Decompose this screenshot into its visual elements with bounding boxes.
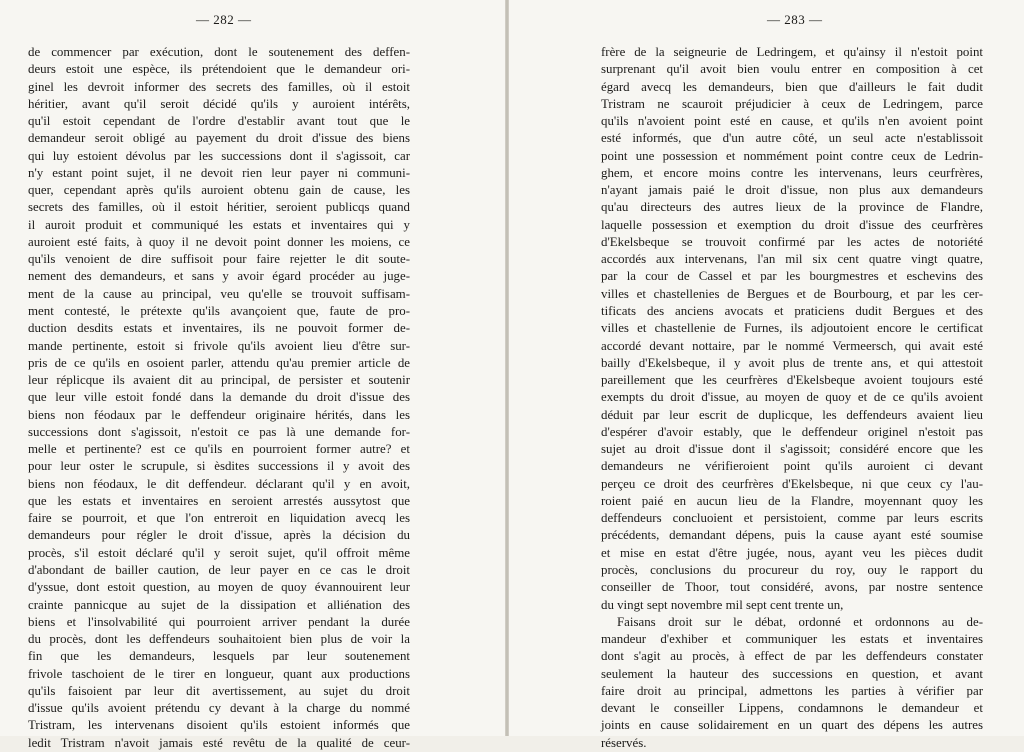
- text-line: Faisans droit sur le débat, ordonné et ordonnons au de-: [617, 614, 983, 629]
- text-line: surprenant qu'il avoit bien voulu entrer en composition à cet: [601, 62, 983, 77]
- text-line: conseiller de Thoor, tout considéré, avons, par nostre sentence: [601, 580, 983, 595]
- text-line: exempts du droit d'issue, au moyen de quoy et de ce qu'ils avoient: [601, 390, 983, 405]
- text-line: qu'au directeurs des autres lieux de la province de Flandre,: [601, 200, 983, 215]
- left-page-number: — 282 —: [196, 12, 252, 27]
- text-line: de commencer par exécution, dont le soutenement des deffen-: [28, 45, 410, 59]
- text-line: Tristram ne scauroit préjudicier à ceux de Ledringem, parce: [601, 96, 983, 111]
- text-line: du procès, dont les deffendeurs souhaitoient bien plus de voir la: [28, 632, 410, 647]
- text-line: accordés aux intervenans, l'an mil six cent quatre vingt quatre,: [601, 252, 983, 267]
- text-line: crainte pannicque au sujet de la dissipation et alliénation des: [28, 597, 410, 612]
- text-line: d'espérer d'avoir estably, que le deffendeur originel n'estoit pas: [601, 424, 983, 439]
- text-line: d'yssue, dont estoit question, au moyen de quoy évannouirent leur: [28, 580, 410, 595]
- text-line: mande pertinente, estoit si frivole qu'ils avoient lieu d'être sur-: [28, 338, 410, 353]
- text-line: secrets des familles, où il estoit héritier, seroient publicqs quand: [28, 200, 410, 215]
- text-line: qu'ils n'avoient point esté en cause, et qu'ils n'en avoient point: [601, 114, 983, 129]
- text-line: et mise en estat d'être jugée, nous, ayant veu les pièces dudit: [601, 545, 983, 560]
- text-line: il auroit produit et communiqué les estats et inventaires qui y: [28, 217, 410, 232]
- text-line: dont s'agit au procès, à effect de par les deffendeurs constater: [601, 649, 983, 664]
- text-line: que les estats et inventaires en seroient arrestés aussytost que: [28, 493, 410, 508]
- text-line: villes et chastellenies de Bergues et de Bourbourg, et par les cer-: [601, 286, 983, 301]
- text-line: leur réplicque ils avaient dit au principal, de persister et soutenir: [28, 373, 410, 388]
- right-page: [509, 0, 1024, 750]
- text-line: n'ayant jamais paié le droit d'issue, non plus aux demandeurs: [601, 183, 983, 198]
- text-line: nement des demandeurs, et sans y avoir égard procéder au juge-: [28, 269, 410, 284]
- left-page: [0, 0, 505, 750]
- text-line: faire se pourroit, et que l'on entreroit en liquidation avecq les: [28, 511, 410, 526]
- text-line: que leur ville estoit fondé dans la demande du droit d'issue des: [28, 390, 410, 405]
- text-line: villes et chastellenie de Furnes, ils adjoutoient encore le certificat: [601, 321, 983, 336]
- text-line: biens non féodaux par le deffendeur originaire hérités, dans les: [28, 407, 410, 422]
- text-line: deffendeurs concluoient et persistoient, comme par leurs escrits: [601, 511, 983, 526]
- text-line: roient paié en aucun lieu de la Flandre, moyennant quoy les: [601, 493, 983, 508]
- text-line: pareillement que les ceurfrères d'Ekelsbeque avoient toujours esté: [601, 373, 983, 388]
- text-line: demandeur seroit obligé au payement du droit d'issue des biens: [28, 131, 410, 146]
- text-line: demandeurs pour régler le droit d'issue, après la décision du: [28, 528, 410, 543]
- text-line: point une possession et nommément point contre ceux de Ledrin-: [601, 148, 983, 163]
- text-line: pour leur oster le scrupule, si èsdites successions il y avoit des: [28, 459, 410, 474]
- text-line: biens non féodaux, le dit deffendeur. déclarant qu'il y en avoit,: [28, 476, 410, 491]
- text-line: auroient esté faits, à quoy il ne devoit point donner les moiens, ce: [28, 234, 410, 249]
- text-line: ledit Tristram n'avoit jamais esté revêtu de la qualité de ceur-: [28, 735, 410, 750]
- text-line: réservés.: [601, 735, 647, 750]
- text-line: quer, cependant après qu'ils auroient obtenu gain de cause, les: [28, 183, 410, 198]
- text-line: d'Ekelsbeque se trouvoit confirmé par les actes de notoriété: [601, 234, 983, 249]
- text-line: tificats des anciens avocats et praticiens dudit Bergues et des: [601, 303, 983, 318]
- right-page-number: — 283 —: [767, 12, 823, 27]
- text-line: qu'il estoit cependant de l'ordre d'establir avant tout que le: [28, 114, 410, 129]
- text-line: mandeur d'exhiber et communiquer les estats et inventaires: [601, 632, 983, 647]
- text-line: frivole taschoient de le tirer en longueur, quant aux productions: [28, 666, 410, 681]
- text-line: bailly d'Ekelsbeque, il y avoit plus de trente ans, et qui attestoit: [601, 355, 983, 370]
- text-line: ment de la cause au principal, veu qu'elle se trouvoit suffisam-: [28, 286, 410, 301]
- text-line: esté informés, que d'un autre côté, un seul acte n'establissoit: [601, 131, 983, 146]
- text-line: faire droit au principal, admettons les parties à vérifier par: [601, 683, 983, 698]
- text-line: successions dont s'agissoit, n'estoit ce pas là une demande for-: [28, 424, 410, 439]
- left-page-text: [28, 44, 410, 752]
- text-line: du vingt sept novembre mil sept cent trente un,: [601, 597, 844, 612]
- text-line: duction desdits estats et inventaires, ils ne pouvoit former de-: [28, 321, 410, 336]
- text-line: d'issue qu'ils avoient prétendu cy devant à la charge du nommé: [28, 701, 410, 716]
- text-line: Tristram, les intervenans disoient qu'ils estoient informés que: [28, 718, 410, 733]
- text-line: frère de la seigneurie de Ledringem, et qu'ainsy il n'estoit point: [601, 45, 983, 59]
- text-line: joints en cause solidairement en un quart des dépens les autres: [601, 718, 983, 733]
- text-line: devant le conseiller Lippens, condamnons le demandeur et: [601, 701, 983, 716]
- right-page-text: [601, 44, 983, 752]
- text-line: fin que les demandeurs, lesquels par leur soutenement: [28, 649, 410, 664]
- text-line: accordé devant nottaire, par le nommé Vermeersch, qui avait esté: [601, 338, 983, 353]
- text-line: d'abondant de bailler caution, de leur payer en ce cas le droit: [28, 562, 410, 577]
- text-line: ment contesté, le prétexte qu'ils avançoient que, faute de pro-: [28, 303, 410, 318]
- text-line: par la cour de Cassel et par les bourgmestres et eschevins des: [601, 269, 983, 284]
- text-line: deurs estoit une espèce, ils prétendoient que le demandeur ori-: [28, 62, 410, 77]
- text-line: qu'ils venoient de dire suffisoit pour faire rejetter le dit soute-: [28, 252, 410, 267]
- text-line: perçeu ce droit des ceurfrères d'Ekelsbeque, ni que ceux cy l'au-: [601, 476, 983, 491]
- text-line: procès, s'il estoit déclaré qu'il y seroit sujet, qu'il offroit même: [28, 545, 410, 560]
- text-line: procès, conclusions du procureur du roy, ouy le rapport du: [601, 562, 983, 577]
- text-line: héritier, avant qu'il seroit décidé qu'ils y auroient intérêts,: [28, 96, 410, 111]
- text-line: précédents, demandant dépens, puis la cause ayant esté soumise: [601, 528, 983, 543]
- text-line: seulement la hauteur des successions en question, et avant: [601, 666, 983, 681]
- text-line: pris de ce qu'ils en osoient parler, attendu qu'au premier article de: [28, 355, 410, 370]
- text-line: égard avecq les demandeurs, bien que d'ailleurs le fait dudit: [601, 79, 983, 94]
- text-line: laquelle possession et exemption du droit d'issue des ceurfrères: [601, 217, 983, 232]
- text-line: sujet au droit d'issue dont il s'agissoit; considéré encore que les: [601, 442, 983, 457]
- text-line: déduit par leur escrit de duplicque, les deffendeurs avaient lieu: [601, 407, 983, 422]
- text-line: biens et l'insolvabilité qui pourroient arriver pendant la durée: [28, 614, 410, 629]
- text-line: melle et pertinente? est ce qu'ils en pourroient former autre? et: [28, 442, 410, 457]
- text-line: ginel les devroit informer des secrets des familles, où il estoit: [28, 79, 410, 94]
- text-line: ghem, et encore moins contre les intervenans, leurs ceurfrères,: [601, 165, 983, 180]
- text-line: qu'ils faisoient par leur dit avertissement, au sujet du droit: [28, 683, 410, 698]
- text-line: qui luy estoient dévolus par les successions dont il s'agissoit, car: [28, 148, 410, 163]
- text-line: demandeurs ne vérifieroient point qu'ils auroient ci devant: [601, 459, 983, 474]
- text-line: n'y estant point sujet, il ne devoit rien leur payer ni communi-: [28, 165, 410, 180]
